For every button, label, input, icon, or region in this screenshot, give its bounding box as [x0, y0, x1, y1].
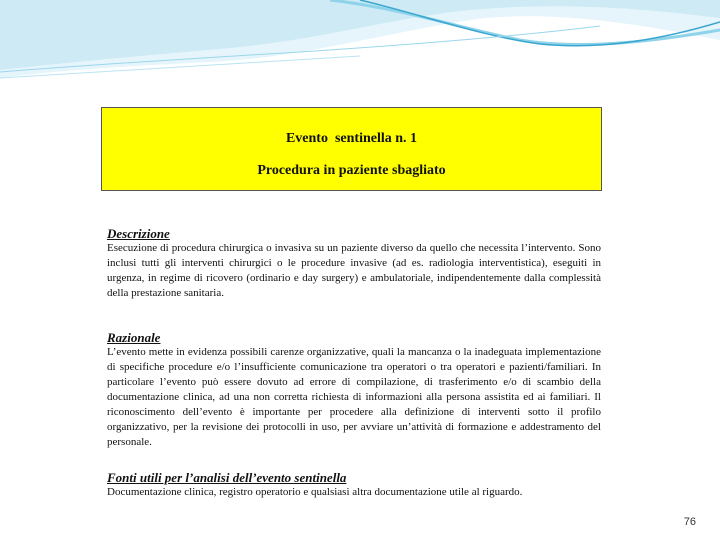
section-body: L’evento mette in evidenza possibili carenze organizzative, quali la mancanza o la inadeguata implementazione di specifiche procedure e/o l’insufficiente comunicazione tra operatori o tra operatori e pazienti/familiari. In particolare l’evento può essere dovuto ad errore di compilazione, di trasferimento e/o di scambio della documentazione clinica, ad una non corretta richiesta di informazioni alla persona assistita ed ai familiari. Il riconoscimento dell’evento è importante per procedere alla definizione di interventi sotto il profilo organizzativo, per la revisione dei protocolli in uso, per avviare un’attività di formazione e addestramento del personale.	[107, 346, 601, 448]
event-name-title: Procedura in paziente sbagliato	[257, 163, 446, 178]
section-body: Documentazione clinica, registro operatorio e qualsiasi altra documentazione utile al riguardo.	[107, 486, 523, 498]
event-number-title: Evento sentinella n. 1	[285, 131, 418, 146]
scanned-document-page	[89, 101, 616, 513]
section-title: Descrizione	[107, 226, 170, 241]
section-title: Razionale	[107, 330, 161, 345]
page-number: 76	[683, 516, 696, 528]
event-header-box	[101, 107, 602, 191]
section-razionale	[107, 330, 601, 450]
section-title: Fonti utili per l’analisi dell’evento sentinella	[107, 470, 347, 485]
section-descrizione	[107, 226, 601, 301]
section-fonti-utili	[107, 470, 601, 500]
section-body: Esecuzione di procedura chirurgica o invasiva su un paziente diverso da quello che necessita l’intervento. Sono inclusi tutti gli interventi chirurgici o le procedure invasive (ad es. radiologia interventistica), eseguiti in urgenza, in regime di ricovero (ordinario e day surgery) e ambulatoriale, indipendentemente dalla complessità della prestazione sanitaria.	[107, 242, 601, 299]
